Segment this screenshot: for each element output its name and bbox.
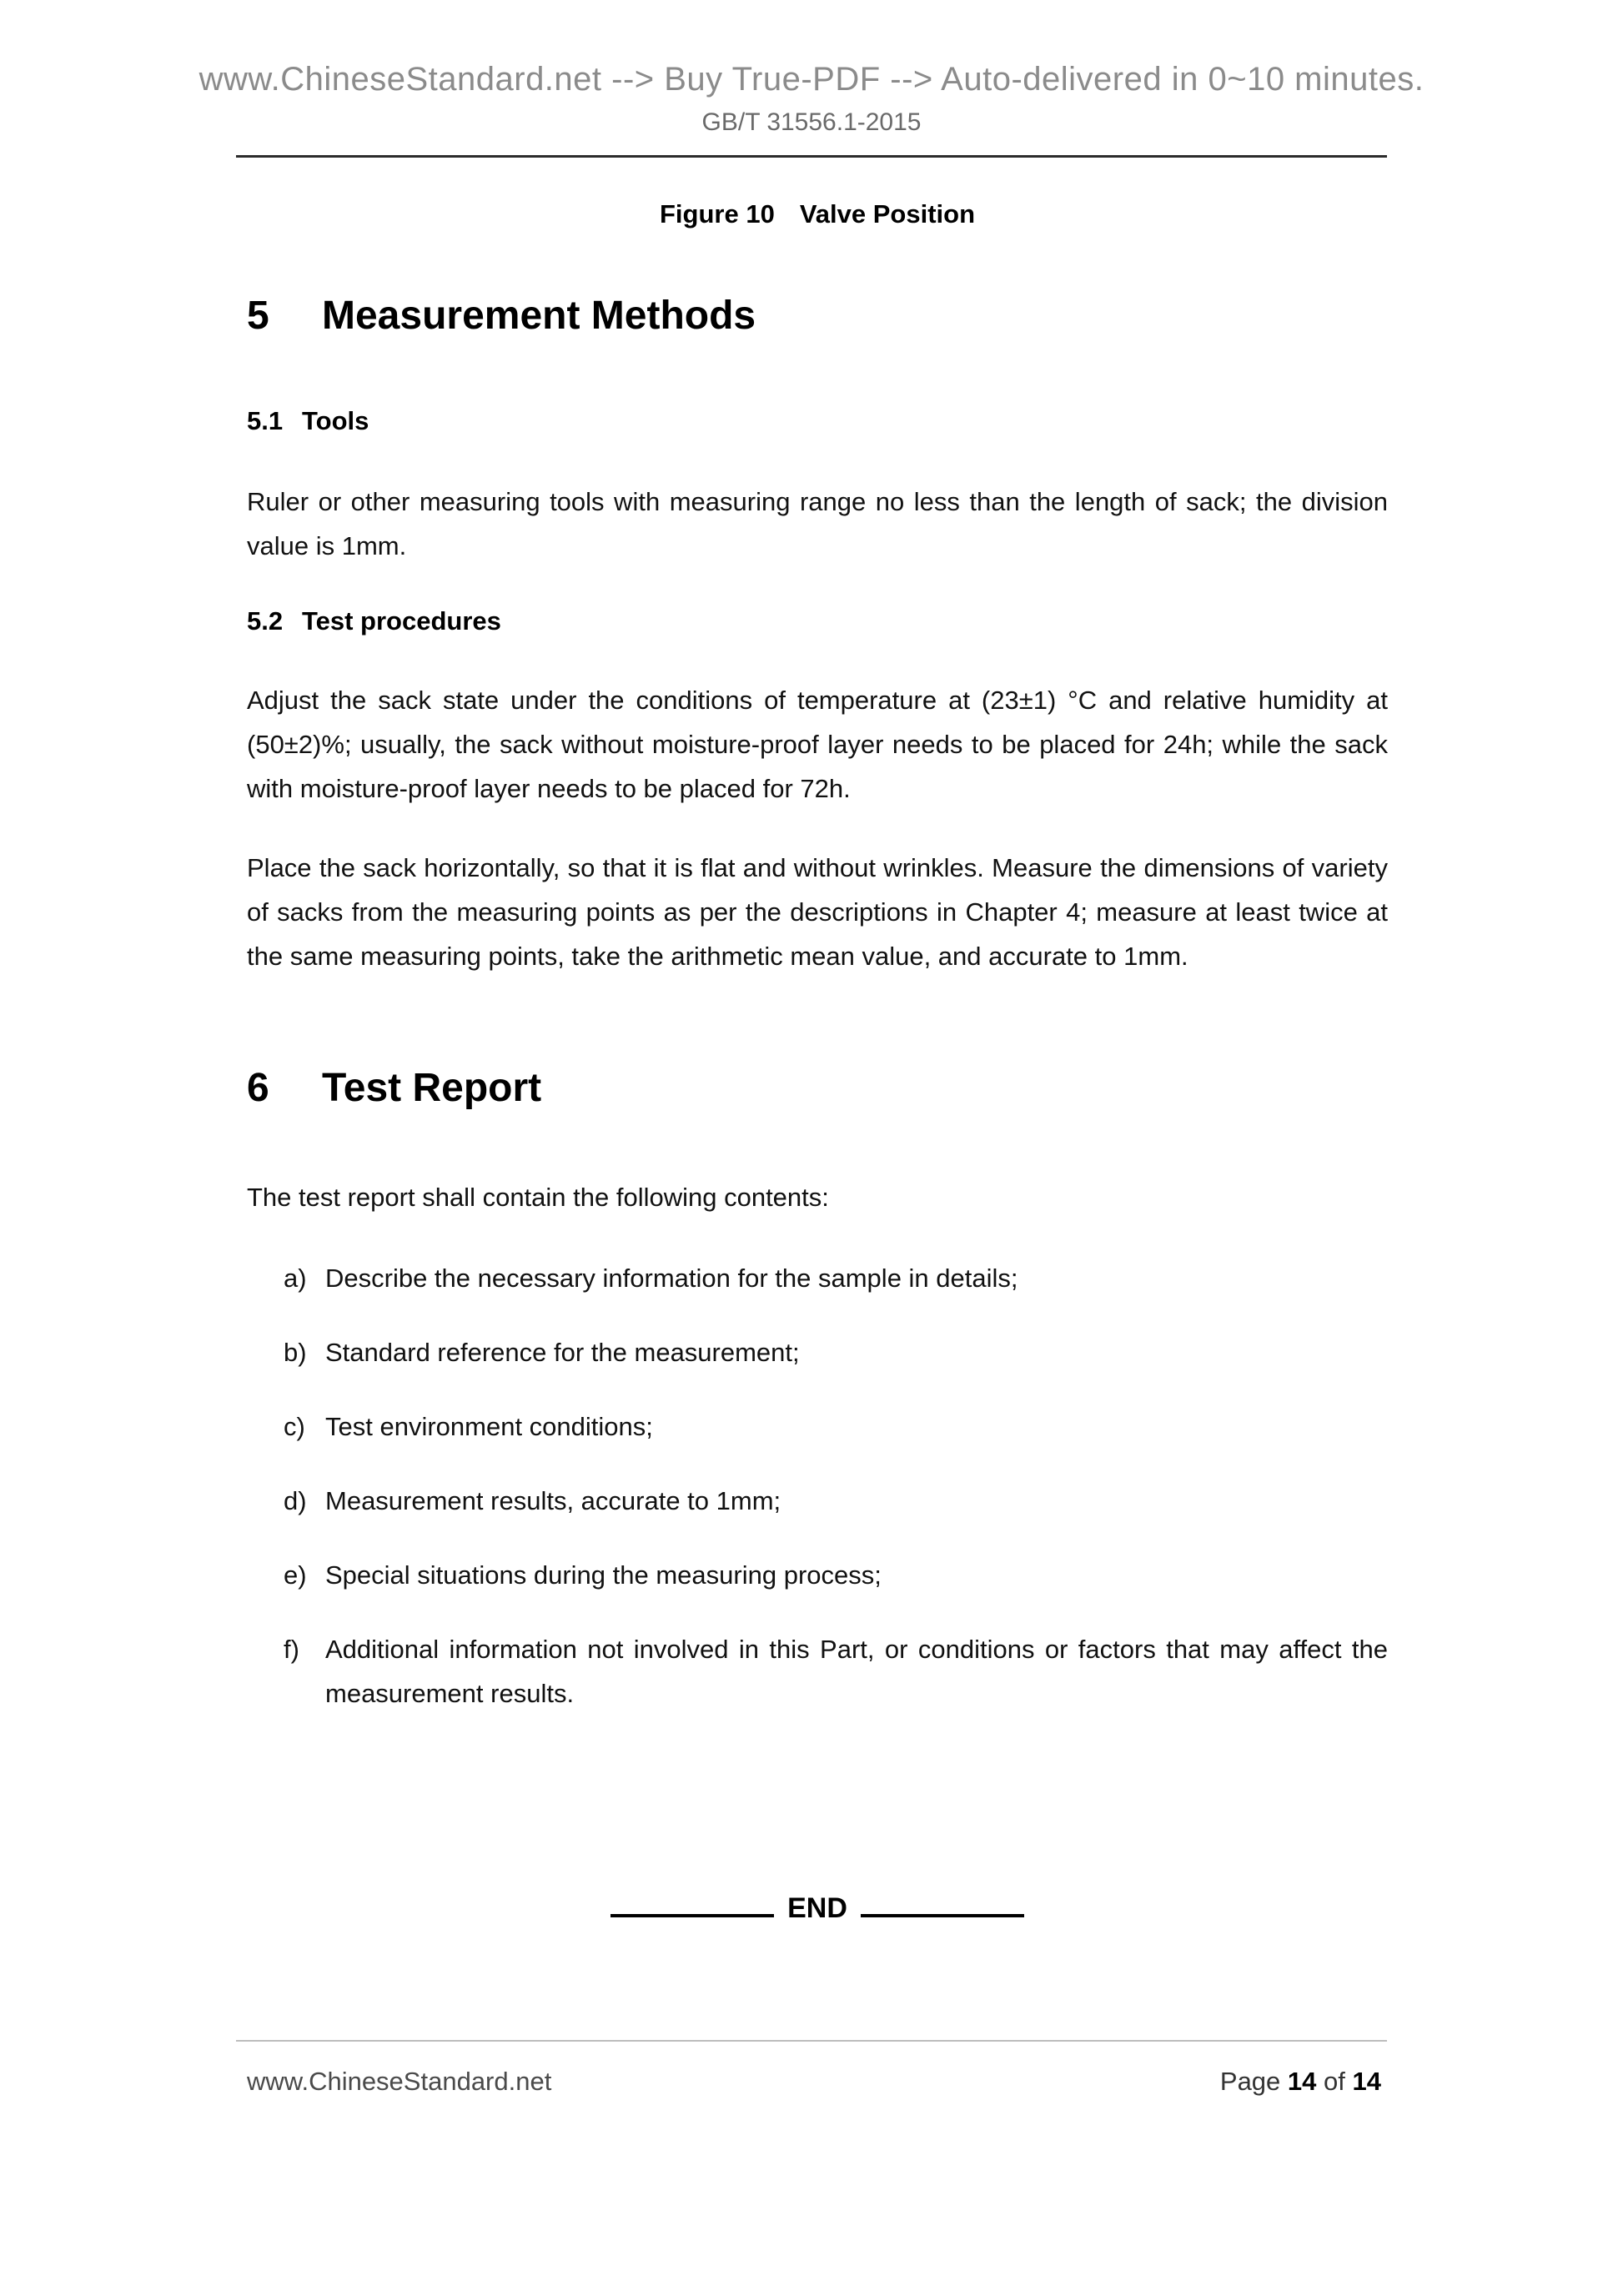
promo-banner: www.ChineseStandard.net --> Buy True-PDF --> Auto-delivered in 0~10 minutes. xyxy=(198,61,1425,98)
list-item-e-label: e) xyxy=(284,1560,307,1590)
list-item-b xyxy=(284,1330,1388,1374)
page-header xyxy=(0,0,1623,158)
list-item-a-text: Describe the necessary information for the sample in details; xyxy=(325,1264,1018,1293)
list-item-a xyxy=(284,1256,1388,1300)
list-item-d-label: d) xyxy=(284,1486,307,1515)
of-label: of xyxy=(1324,2067,1345,2096)
paragraph-tools: Ruler or other measuring tools with measuring range no less than the length of sack; the division value is 1mm. xyxy=(247,487,1388,560)
section-5-title: Measurement Methods xyxy=(322,294,756,338)
footer-row xyxy=(0,2042,1623,2098)
end-label: END xyxy=(787,1892,847,1924)
figure-caption-title: Valve Position xyxy=(799,199,976,229)
list-item-c-text: Test environment conditions; xyxy=(325,1412,653,1441)
list-item-f-text: Additional information not involved in this Part, or conditions or factors that may affect the measurement results. xyxy=(325,1635,1388,1708)
section-5-1-number: 5.1 xyxy=(247,406,284,435)
standard-code: GB/T 31556.1-2015 xyxy=(701,108,922,136)
section-5-number: 5 xyxy=(247,294,269,338)
list-item-e xyxy=(284,1553,1388,1597)
document-content xyxy=(0,198,1623,1926)
section-6-number: 6 xyxy=(247,1066,269,1110)
section-5-1-heading xyxy=(247,404,1388,438)
list-item-d xyxy=(284,1479,1388,1523)
end-marker xyxy=(247,1891,1388,1926)
list-item-c-label: c) xyxy=(284,1412,305,1441)
header-rule xyxy=(236,155,1387,158)
list-item-e-text: Special situations during the measuring process; xyxy=(325,1560,882,1590)
list-item-c xyxy=(284,1404,1388,1449)
list-item-f-label: f) xyxy=(284,1635,299,1664)
page-total: 14 xyxy=(1352,2067,1381,2096)
figure-caption-label: Figure 10 xyxy=(659,199,775,229)
end-line-left xyxy=(611,1914,774,1917)
section-5-2-number: 5.2 xyxy=(247,606,284,636)
paragraph-test-procedures-2: Place the sack horizontally, so that it is flat and without wrinkles. Measure the dimensions of variety of sacks from the measuring points as per the descriptions in Chapter 4; measure at least twice at the same measuring points, take the arithmetic mean value, and accurate to 1mm. xyxy=(247,853,1388,971)
section-5-1-title: Tools xyxy=(302,406,369,435)
section-5-heading xyxy=(247,293,1388,339)
test-report-list xyxy=(247,1256,1388,1716)
list-item-d-text: Measurement results, accurate to 1mm; xyxy=(325,1486,781,1515)
list-item-b-text: Standard reference for the measurement; xyxy=(325,1338,800,1367)
page-footer xyxy=(0,2040,1623,2098)
list-item-b-label: b) xyxy=(284,1338,307,1367)
figure-caption xyxy=(247,198,1388,231)
section-5-2-title: Test procedures xyxy=(302,606,501,636)
end-line-right xyxy=(861,1914,1024,1917)
test-report-intro: The test report shall contain the following contents: xyxy=(247,1183,829,1212)
section-6-heading xyxy=(247,1065,1388,1112)
footer-site-link: www.ChineseStandard.net xyxy=(247,2067,552,2096)
section-6-title: Test Report xyxy=(322,1066,542,1110)
paragraph-test-procedures-1: Adjust the sack state under the conditions of temperature at (23±1) °C and relative humidity at (50±2)%; usually, the sack without moisture-proof layer needs to be placed for 24h; while the sack with moisture-proof layer needs to be placed for 72h. xyxy=(247,686,1388,803)
page-current: 14 xyxy=(1287,2067,1317,2096)
page-label: Page xyxy=(1219,2067,1281,2096)
section-5-2-heading xyxy=(247,605,1388,638)
list-item-a-label: a) xyxy=(284,1264,307,1293)
list-item-f xyxy=(284,1627,1388,1716)
page-indicator xyxy=(1220,2065,1381,2098)
